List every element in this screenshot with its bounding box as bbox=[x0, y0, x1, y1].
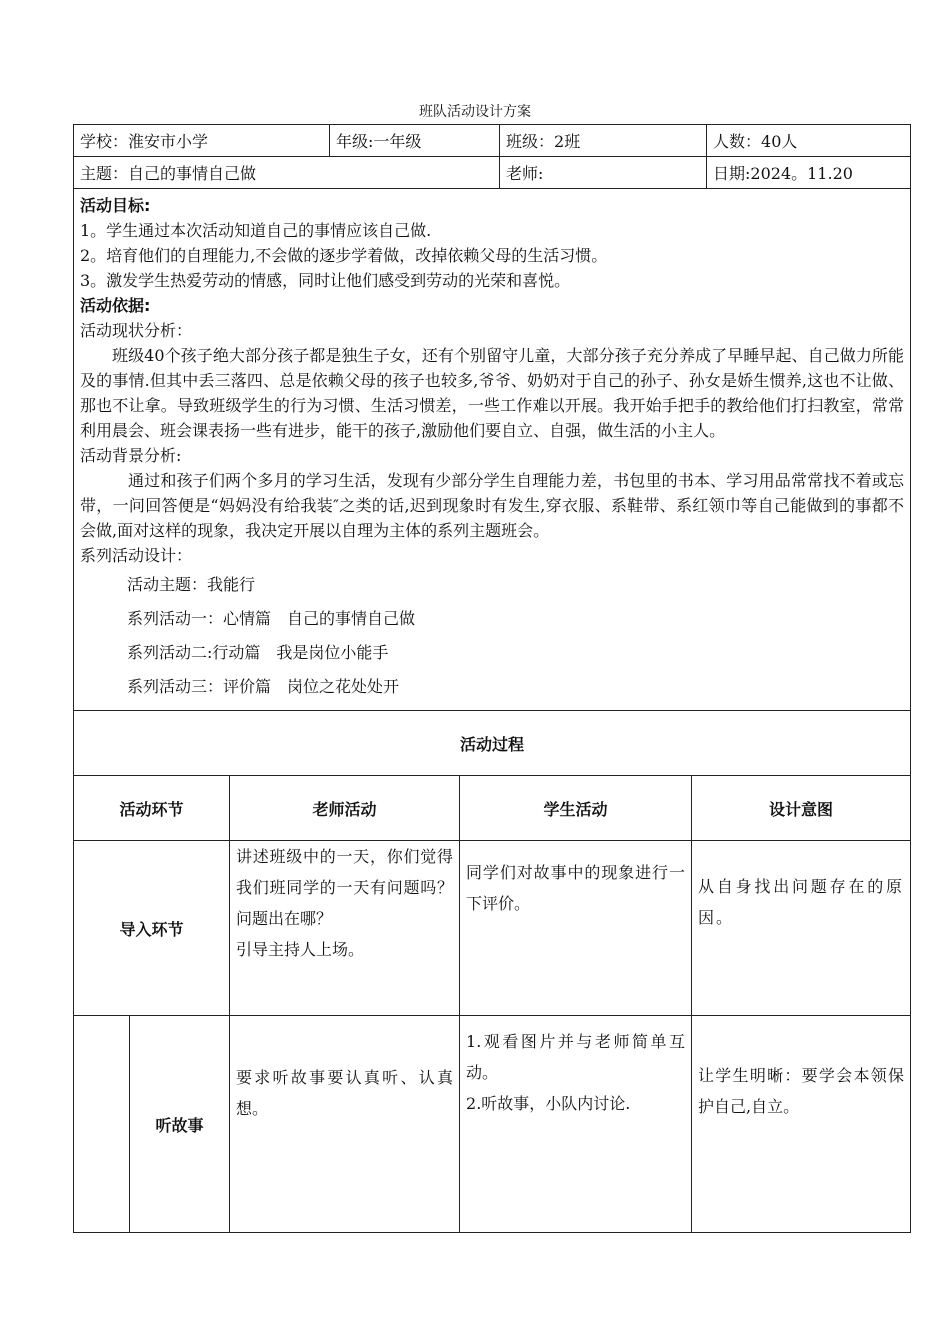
teacher-activity-cell: 要求听故事要认真听、认真想。 bbox=[230, 1016, 460, 1233]
stage-blank-cell bbox=[74, 1016, 130, 1233]
background-title: 活动背景分析: bbox=[80, 446, 182, 465]
table-row bbox=[74, 841, 911, 1016]
status-title: 活动现状分析： bbox=[80, 321, 193, 340]
student-activity-cell: 同学们对故事中的现象进行一下评价。 bbox=[460, 841, 692, 1016]
series-item: 系列活动一：心情篇 自己的事情自己做 bbox=[127, 609, 416, 628]
document-title: 班队活动设计方案 bbox=[419, 104, 531, 120]
student-activity-text: 2.听故事，小队内讨论. bbox=[466, 1094, 631, 1113]
column-header-stage: 活动环节 bbox=[74, 776, 230, 841]
basis-title: 活动依据: bbox=[80, 296, 151, 315]
teacher-activity-text: 讲述班级中的一天，你们觉得我们班同学的一天有问题吗？问题出在哪？ bbox=[236, 847, 454, 928]
series-title: 系列活动设计： bbox=[80, 546, 193, 565]
goal-item: 3。激发学生热爱劳动的情感，同时让他们感受到劳动的光荣和喜悦。 bbox=[80, 271, 571, 290]
column-header-student: 学生活动 bbox=[460, 776, 692, 841]
class-cell: 班级：2班 bbox=[500, 125, 707, 157]
grade-cell: 年级:一年级 bbox=[330, 125, 500, 157]
goal-item: 2。培育他们的自理能力,不会做的逐步学着做，改掉依赖父母的生活习惯。 bbox=[80, 246, 608, 265]
teacher-activity-text: 引导主持人上场。 bbox=[236, 940, 365, 959]
goal-item: 1。学生通过本次活动知道自己的事情应该自己做. bbox=[80, 221, 432, 240]
student-activity-text: 1.观看图片并与老师简单互动。 bbox=[466, 1032, 686, 1082]
status-paragraph: 班级40个孩子绝大部分孩子都是独生子女，还有个别留守儿童，大部分孩子充分养成了早睡早起、自己做力所能及的事情.但其中丢三落四、总是依赖父母的孩子也较多,爷爷、奶奶对于自己的孙子、孙女是娇生惯养,这也不让做、那也不让拿。导致班级学生的行为习惯、生活习惯差，一些工作难以开展。我开始手把手的教给他们打扫教室，常常利用晨会、班会课表扬一些有进步，能干的孩子,激励他们要自立、自强，做生活的小主人。 bbox=[80, 346, 905, 440]
column-header-teacher: 老师活动 bbox=[230, 776, 460, 841]
background-paragraph: 通过和孩子们两个多月的学习生活，发现有少部分学生自理能力差，书包里的书本、学习用品常常找不着或忘带，一问回答便是“妈妈没有给我装″之类的话,迟到现象时有发生,穿衣服、系鞋带、系红领巾等自己能做到的事都不会做,面对这样的现象，我决定开展以自理为主体的系列主题班会。 bbox=[80, 471, 905, 540]
teacher-cell: 老师: bbox=[500, 157, 707, 189]
date-cell: 日期:2024。11.20 bbox=[707, 157, 911, 189]
plan-content bbox=[74, 189, 911, 711]
school-cell: 学校：淮安市小学 bbox=[74, 125, 330, 157]
process-title: 活动过程 bbox=[74, 711, 911, 776]
count-cell: 人数：40人 bbox=[707, 125, 911, 157]
column-header-intent: 设计意图 bbox=[692, 776, 911, 841]
series-item: 系列活动三：评价篇 岗位之花处处开 bbox=[127, 677, 400, 696]
stage-cell: 导入环节 bbox=[74, 841, 230, 1016]
stage-cell: 听故事 bbox=[130, 1016, 230, 1233]
intent-cell: 从自身找出问题存在的原因。 bbox=[692, 841, 911, 1016]
series-item: 系列活动二:行动篇 我是岗位小能手 bbox=[127, 643, 389, 662]
student-activity-cell bbox=[460, 1016, 692, 1233]
table-row bbox=[74, 1016, 911, 1233]
teacher-activity-cell bbox=[230, 841, 460, 1016]
plan-table bbox=[73, 124, 910, 1233]
goal-title: 活动目标: bbox=[80, 196, 151, 215]
series-item: 活动主题：我能行 bbox=[127, 575, 256, 594]
intent-cell: 让学生明晰：要学会本领保护自己,自立。 bbox=[692, 1016, 911, 1233]
theme-cell: 主题：自己的事情自己做 bbox=[74, 157, 500, 189]
